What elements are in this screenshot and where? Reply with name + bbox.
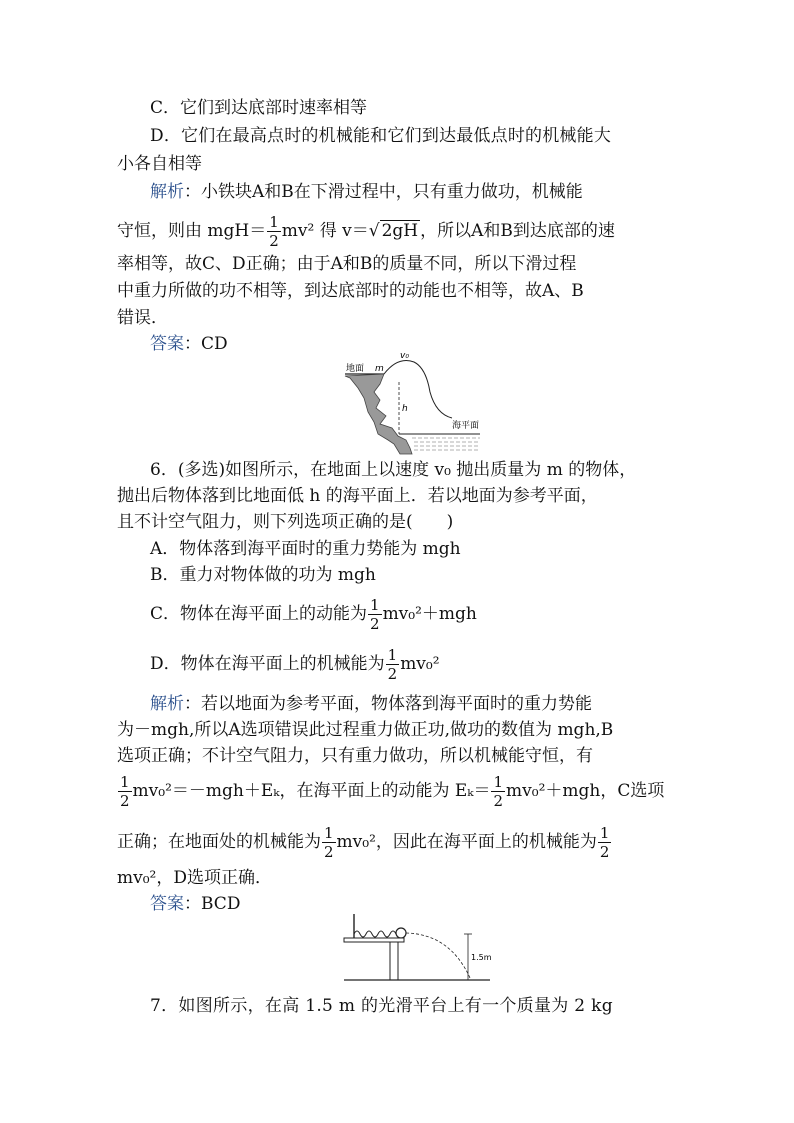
option-b-q6: B．重力对物体做的功为 mgh <box>150 565 376 585</box>
solution6-line6: mv₀²，D选项正确． <box>117 868 272 888</box>
fraction: $\frac{1}{2}$ <box>120 773 130 810</box>
solution-label: 解析 <box>150 182 184 202</box>
ball <box>396 928 406 938</box>
option-a-q6: A．物体落到海平面时的重力势能为 mgh <box>150 539 461 559</box>
trajectory-curve <box>406 933 470 978</box>
solution5-line3: 率相等，故C、D正确；由于A和B的质量不同，所以下滑过程 <box>117 254 577 274</box>
option-c-q5: C．它们到达底部时速率相等 <box>150 98 368 118</box>
solution5-line2: 守恒，则由 mgH＝ $\frac{1}{2}$ mv² 得 v＝√ 2gH ，所以A和B到达底部的速 <box>117 213 615 250</box>
fraction: $\frac{1}{2}$ <box>387 646 398 683</box>
platform-leg <box>390 942 398 980</box>
fraction: $\frac{1}{2}$ <box>493 773 504 810</box>
solution6-line3: 选项正确；不计空气阻力，只有重力做功，所以机械能守恒，有 <box>117 746 593 766</box>
solution6-line2: 为－mgh,所以A选项错误此过程重力做正功,做功的数值为 mgh,B <box>117 720 614 740</box>
fraction: $\frac{1}{2}$ <box>269 213 279 250</box>
question6-line3: 且不计空气阻力，则下列选项正确的是( ) <box>117 512 454 532</box>
solution6-line1: 解析：若以地面为参考平面，物体落到海平面时的重力势能 <box>150 694 592 714</box>
option-d-q6: D．物体在海平面上的机械能为 $\frac{1}{2}$ mv₀² <box>150 646 440 683</box>
solution6-line5: 正确；在地面处的机械能为 $\frac{1}{2}$ mv₀²，因此在海平面上的机械能为 $\frac{1}{2}$ <box>117 824 610 861</box>
sea-level-label: 海平面 <box>452 421 480 431</box>
platform-top <box>344 938 404 942</box>
question7-line1: 7．如图所示，在高 1.5 m 的光滑平台上有一个质量为 2 kg <box>150 996 613 1016</box>
cliff-shape <box>345 374 412 454</box>
answer-label: 答案 <box>150 334 184 354</box>
answer6: 答案：BCD <box>150 894 241 914</box>
trajectory-curve <box>384 361 452 419</box>
platform-spring-figure <box>340 910 500 985</box>
answer-label: 答案 <box>150 894 184 914</box>
solution-label: 解析 <box>150 694 184 714</box>
fraction: $\frac{1}{2}$ <box>324 824 334 861</box>
option-d-q5-line1: D．它们在最高点时的机械能和它们到达最低点时的机械能大 <box>150 126 612 146</box>
spring-shape <box>354 931 396 937</box>
question6-line1: 6．(多选)如图所示，在地面上以速度 v₀ 抛出质量为 m 的物体， <box>150 460 637 480</box>
height-label: 1.5m <box>471 953 492 962</box>
option-d-q5-line2: 小各自相等 <box>117 154 202 174</box>
ground-label: 地面 <box>346 364 365 374</box>
velocity-label: v₀ <box>400 351 409 361</box>
solution5-line4: 中重力所做的功不相等，到达底部时的动能也不相等，故A、B <box>117 281 584 301</box>
answer5: 答案：CD <box>150 334 228 354</box>
fraction: $\frac{1}{2}$ <box>599 824 610 861</box>
solution5-line5: 错误． <box>117 308 168 328</box>
cliff-projectile-figure <box>340 348 500 458</box>
fraction: $\frac{1}{2}$ <box>370 596 380 633</box>
option-c-q6: C．物体在海平面上的动能为 $\frac{1}{2}$ mv₀²＋mgh <box>150 596 477 633</box>
question6-line2: 抛出后物体落到比地面低 h 的海平面上．若以地面为参考平面， <box>117 486 598 506</box>
height-label: h <box>402 404 408 414</box>
solution6-line4: $\frac{1}{2}$ mv₀²＝－mgh＋Eₖ，在海平面上的动能为 Eₖ＝ $\frac{1}{2}$ mv₀²＋mgh，C选项 <box>120 773 665 810</box>
solution5-line1: 解析：小铁块A和B在下滑过程中，只有重力做功，机械能 <box>150 182 583 202</box>
mass-label: m <box>375 364 384 374</box>
